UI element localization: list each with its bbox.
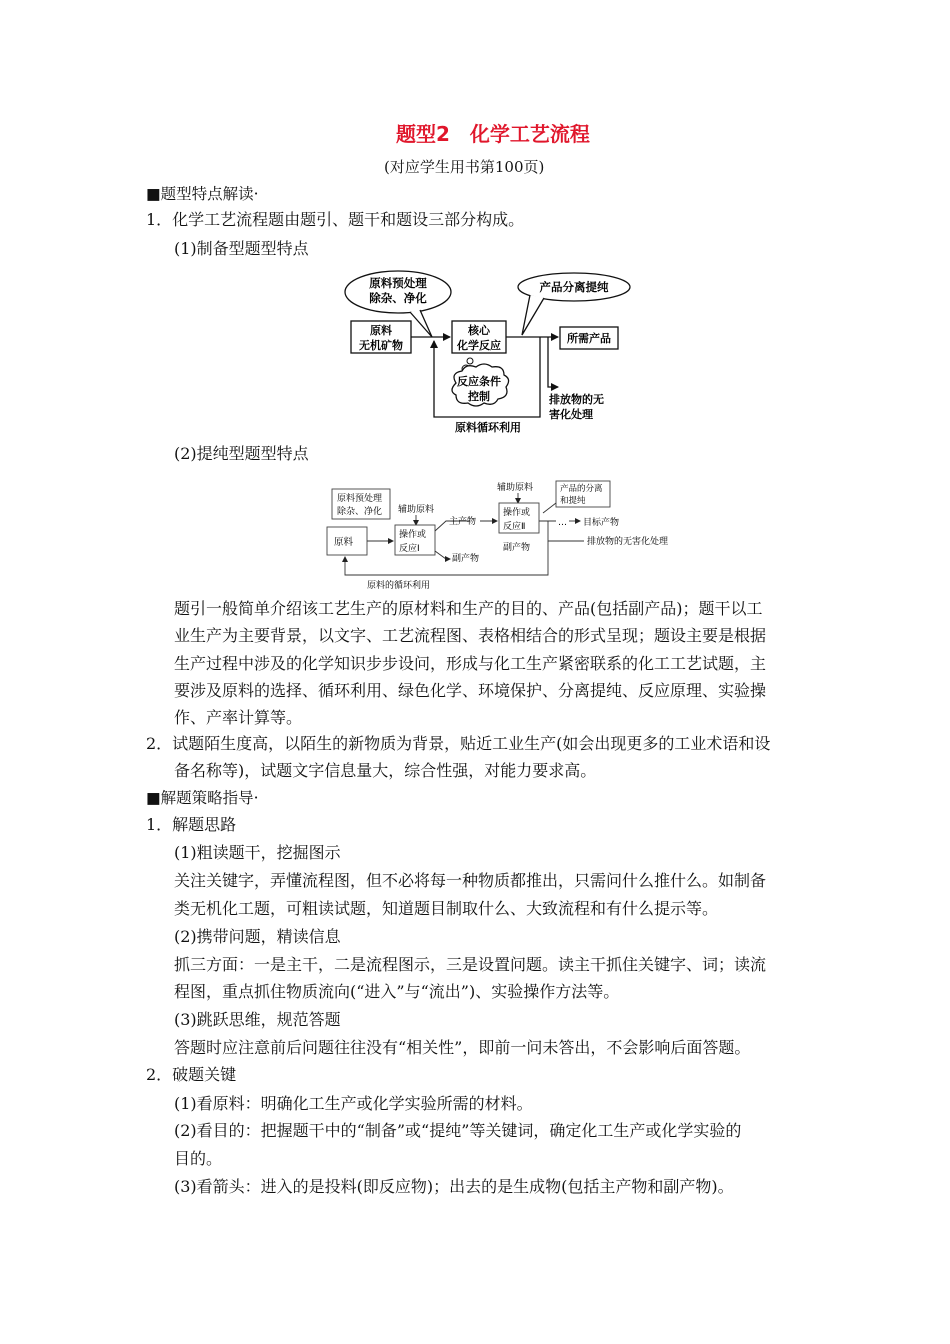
key-point-3: (3)看箭头：进入的是投料(即反应物)；出去的是生成物(包括主产物和副产物)。 — [174, 1177, 734, 1196]
waste-label-1: 排放物的无 — [549, 393, 604, 406]
strategy-line: 程图，重点抓住物质流向(“进入”与“流出”)、实验操作方法等。 — [174, 982, 620, 1001]
product-label: 所需产品 — [567, 332, 611, 345]
section-heading-strategy: ■解题策略指导· — [146, 789, 259, 807]
sub-heading-purification: (2)提纯型题型特点 — [174, 444, 309, 463]
para-line: 作、产率计算等。 — [174, 708, 303, 727]
page-subtitle: (对应学生用书第100页) — [384, 158, 545, 176]
key-point-2-line: 目的。 — [174, 1149, 223, 1168]
strategy-sub-1: (1)粗读题干，挖掘图示 — [174, 843, 341, 862]
pretreatment-label-2: 除杂、净化 — [369, 291, 427, 305]
raw-label-2: 无机矿物 — [359, 339, 403, 352]
para-line: 业生产为主要背景，以文字、工艺流程图、表格相结合的形式呈现；题设主要是根据 — [174, 626, 767, 645]
raw-label-1: 原料 — [370, 324, 392, 337]
target-product-label: 目标产物 — [583, 518, 620, 528]
strategy-line: 抓三方面：一是主干，二是流程图示，三是设置问题。读主干抓住关键字、词；读流 — [174, 955, 767, 974]
op2-label-1: 操作或 — [503, 508, 531, 518]
recycle-label: 原料循环利用 — [455, 421, 521, 434]
op1-label-1: 操作或 — [399, 530, 427, 540]
sep-label-2: 和提纯 — [560, 496, 586, 506]
aux1-label: 辅助原料 — [398, 505, 435, 515]
sep-label-1: 产品的分离 — [560, 484, 603, 494]
para-line: 要涉及原料的选择、循环利用、绿色化学、环境保护、分离提纯、反应原理、实验操 — [174, 681, 767, 700]
para-line: 生产过程中涉及的化学知识步步设问，形成与化工生产紧密联系的化工工艺试题，主 — [174, 654, 767, 673]
preparation-flow-diagram — [0, 265, 950, 435]
para-line: 题引一般简单介绍该工艺生产的原材料和生产的目的、产品(包括副产品)；题干以工 — [174, 599, 763, 618]
sub-heading-preparation: (1)制备型题型特点 — [174, 239, 309, 258]
feature-item-2-line: 备名称等)，试题文字信息量大，综合性强，对能力要求高。 — [174, 761, 597, 780]
pre-label-2: 除杂、净化 — [337, 507, 383, 517]
cloud-label-2: 控制 — [468, 390, 490, 403]
op2-label-2: 反应Ⅱ — [503, 522, 526, 532]
aux2-label: 辅助原料 — [497, 483, 534, 493]
by-product-1-label: 副产物 — [452, 554, 480, 564]
main-product-label: 主产物 — [449, 517, 477, 527]
key-point-2-line: (2)看目的：把握题干中的“制备”或“提纯”等关键词，确定化工生产或化学实验的 — [174, 1121, 742, 1140]
page-title: 题型2 化学工艺流程 — [396, 122, 590, 146]
pretreatment-label-1: 原料预处理 — [369, 276, 427, 290]
by-product-2-label: 副产物 — [503, 543, 531, 553]
strategy-line: 答题时应注意前后问题往往没有“相关性”，即前一问未答出，不会影响后面答题。 — [174, 1038, 751, 1057]
strategy-sub-2: (2)携带问题，精读信息 — [174, 927, 341, 946]
section-heading-features: ■题型特点解读· — [146, 185, 259, 203]
purification-flow-diagram — [0, 475, 950, 595]
op1-label-2: 反应Ⅰ — [399, 544, 420, 554]
strategy-line: 类无机化工题，可粗读试题，知道题目制取什么、大致流程和有什么提示等。 — [174, 899, 719, 918]
core-label-1: 核心 — [468, 324, 490, 337]
strategy-sub-3: (3)跳跃思维，规范答题 — [174, 1010, 341, 1029]
strategy-item-2: 2．破题关键 — [146, 1065, 237, 1084]
recycle2-label: 原料的循环利用 — [367, 581, 431, 591]
raw2-label: 原料 — [334, 537, 354, 548]
waste-label-2: 害化处理 — [549, 408, 593, 421]
strategy-item-1: 1．解题思路 — [146, 815, 237, 834]
feature-item-2-line: 2．试题陌生度高，以陌生的新物质为背景，贴近工业生产(如会出现更多的工业术语和设 — [146, 734, 771, 753]
waste2-label: 排放物的无害化处理 — [587, 537, 669, 547]
cloud-label-1: 反应条件 — [457, 375, 501, 388]
key-point-1: (1)看原料：明确化工生产或化学实验所需的材料。 — [174, 1094, 533, 1113]
ellipsis: … — [558, 518, 567, 528]
feature-item-1: 1．化学工艺流程题由题引、题干和题设三部分构成。 — [146, 210, 525, 229]
core-label-2: 化学反应 — [457, 339, 501, 352]
separation-label: 产品分离提纯 — [539, 280, 609, 294]
pre-label-1: 原料预处理 — [337, 494, 383, 504]
strategy-line: 关注关键字，弄懂流程图，但不必将每一种物质都推出，只需问什么推什么。如制备 — [174, 871, 767, 890]
separation-bubble — [518, 273, 630, 335]
